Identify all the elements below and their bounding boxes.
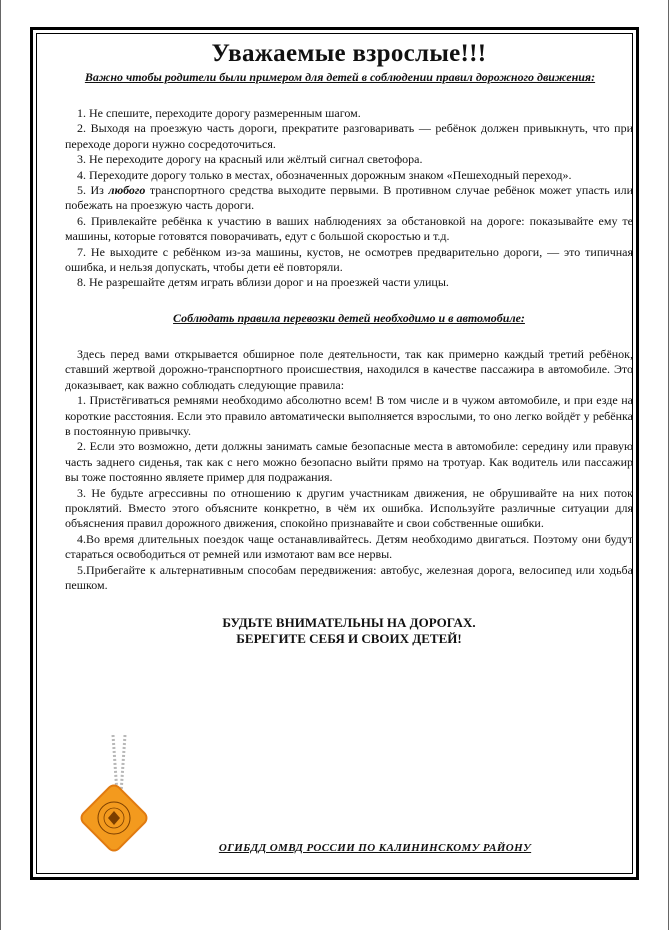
document-content	[65, 40, 633, 647]
pendant-tag	[79, 783, 150, 854]
reflective-pendant-icon	[75, 735, 165, 855]
car-rules-section	[65, 347, 633, 594]
car-rule-item: 3. Не будьте агрессивны по отношению к другим участникам движения, не обрушивайте на них поток проклятий. Вместо этого объясните конкретно, в чём их ошибка. Используйте различные ситуации для объяснения правил дорожного движения, спокойно признавайте и свои собственные ошибки.	[65, 485, 633, 531]
rule-item: 2. Выходя на проезжую часть дороги, прекратите разговаривать — ребёнок должен привыкнуть, что при переходе дороги нужно сосредоточиться.	[65, 121, 633, 151]
callout	[65, 615, 633, 647]
page-edge-left	[0, 0, 1, 930]
page-subtitle: Важно чтобы родители были примером для детей в соблюдении правил дорожного движения:	[84, 70, 596, 84]
rule-5-after: транспортного средства выходите первыми. В противном случае ребёнок может упасть или побежать на проезжую часть дороги.	[65, 183, 634, 213]
pendant-graphic	[75, 735, 165, 855]
rule-item: 6. Привлекайте ребёнка к участию в ваших наблюдениях за обстановкой на дороге: показывайте ему те машины, которые готовятся поворачивать, едут с большой скоростью и т.д.	[65, 213, 633, 244]
rule-item: 8. Не разрешайте детям играть вблизи дорог и на проезжей части улицы.	[77, 275, 449, 290]
footer-organization: ОГИБДД ОМВД РОССИИ ПО КАЛИНИНСКОМУ РАЙОНУ	[218, 842, 532, 854]
rule-item-5	[65, 183, 633, 214]
section-heading: Соблюдать правила перевозки детей необходимо и в автомобиле:	[173, 310, 525, 325]
page-title: Уважаемые взрослые!!!	[211, 40, 487, 67]
car-rule-item: 4.Во время длительных поездок чаще останавливайтесь. Детям необходимо двигаться. Поэтому они будут стараться освободиться от ремней или измотают вам все нервы.	[65, 531, 633, 562]
rule-item: 3. Не переходите дорогу на красный или жёлтый сигнал светофора.	[77, 152, 423, 167]
rule-item: 7. Не выходите с ребёнком из-за машины, кустов, не осмотрев предварительно дороги, — это типичная ошибка, и нельзя допускать, чтобы дети её повторяли.	[65, 244, 633, 275]
rule-5-emphasis: любого	[108, 183, 146, 198]
car-intro: Здесь перед вами открывается обширное поле деятельности, так как примерно каждый третий ребёнок, ставший жертвой дорожно-транспортного происшествия, находился в качестве пассажира в автомобиле. Это доказывает, как важно соблюдать следующие правила:	[65, 346, 633, 392]
car-rule-item: 1. Пристёгиваться ремнями необходимо абсолютно всем! В том числе и в чужом автомобиле, и при езде на короткие расстояния. Если это правило автоматически выполняется взрослыми, то оно легко войдёт у ребёнка в постоянную привычку.	[65, 393, 633, 438]
car-rule-item: 2. Если это возможно, дети должны занимать самые безопасные места в автомобиле: середину или правую часть заднего сиденья, так как с него можно безопасно выйти прямо на тротуар. Как водитель или пассажир вы тоже постоянно являете пример для подражания.	[65, 439, 633, 485]
rule-item: 4. Переходите дорогу только в местах, обозначенных дорожным знаком «Пешеходный переход».	[77, 167, 572, 182]
car-rule-item: 5.Прибегайте к альтернативным способам передвижения: автобус, железная дорога, велосипед или ходьба пешком.	[65, 562, 633, 592]
rule-item: 1. Не спешите, переходите дорогу размеренным шагом.	[77, 106, 361, 120]
parent-rules-list	[65, 106, 633, 291]
callout-line-1: БУДЬТЕ ВНИМАТЕЛЬНЫ НА ДОРОГАХ.	[222, 615, 476, 631]
callout-line-2: БЕРЕГИТЕ СЕБЯ И СВОИХ ДЕТЕЙ!	[236, 631, 462, 647]
rule-5-before: 5. Из	[77, 183, 109, 198]
pendant-chain	[113, 735, 125, 793]
